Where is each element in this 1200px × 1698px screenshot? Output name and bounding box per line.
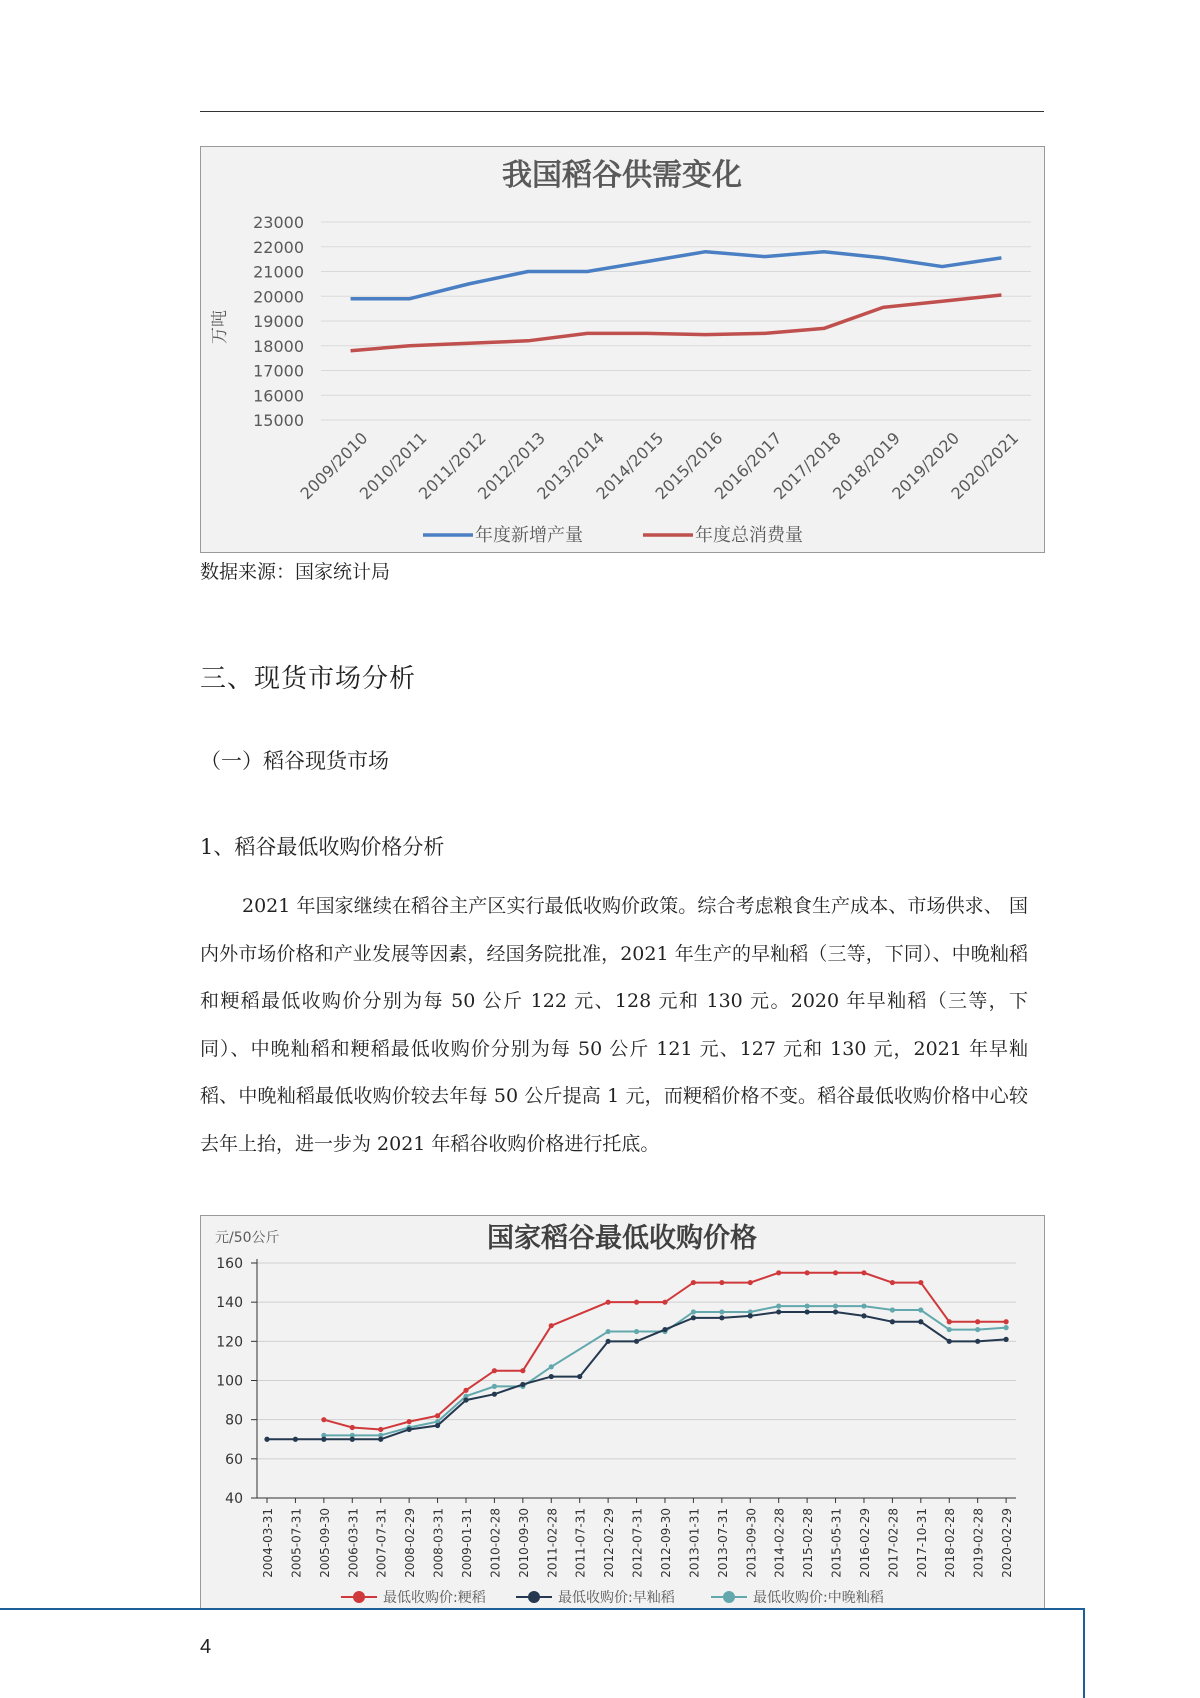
legend-label: 最低收购价:粳稻 — [383, 1590, 486, 1606]
y-tick-label: 20000 — [253, 287, 304, 307]
section-heading: 三、现货市场分析 — [200, 664, 417, 694]
y-tick-label: 120 — [216, 1334, 243, 1351]
legend-marker — [353, 1591, 365, 1603]
x-tick-label: 2010-02-28 — [488, 1508, 503, 1578]
x-tick-label: 2008-02-29 — [403, 1508, 418, 1578]
data-point — [606, 1339, 611, 1344]
data-point — [861, 1270, 866, 1275]
legend-label: 最低收购价:早籼稻 — [558, 1590, 675, 1606]
data-point — [407, 1419, 412, 1424]
data-point — [833, 1270, 838, 1275]
data-point — [890, 1280, 895, 1285]
x-tick-label: 2011-07-31 — [573, 1508, 588, 1578]
x-tick-label: 2004-03-31 — [261, 1508, 275, 1578]
y-tick-label: 100 — [216, 1373, 243, 1390]
data-point — [691, 1309, 696, 1314]
data-point — [890, 1307, 895, 1312]
data-point — [435, 1413, 440, 1418]
data-point — [1004, 1319, 1009, 1324]
data-point — [492, 1392, 497, 1397]
data-point — [748, 1313, 753, 1318]
footer-rule — [0, 1608, 1085, 1610]
min-purchase-price-chart-svg — [201, 1216, 1044, 1609]
legend-label: 最低收购价:中晚籼稻 — [753, 1590, 884, 1606]
header-rule — [200, 111, 1044, 112]
y-tick-label: 60 — [225, 1451, 243, 1468]
x-tick-label: 2020/2021 — [947, 428, 1023, 504]
x-tick-label: 2012-09-30 — [658, 1508, 673, 1578]
data-point — [634, 1300, 639, 1305]
supply-demand-chart — [200, 146, 1045, 553]
item-heading: 1、稻谷最低收购价格分析 — [200, 835, 445, 859]
x-tick-label: 2015-05-31 — [829, 1508, 844, 1578]
data-point — [918, 1280, 923, 1285]
series-line — [351, 295, 1002, 351]
data-point — [1004, 1337, 1009, 1342]
footer-rule-vertical — [1083, 1608, 1085, 1698]
data-point — [492, 1384, 497, 1389]
data-point — [350, 1425, 355, 1430]
y-tick-label: 15000 — [253, 411, 304, 430]
x-tick-label: 2013-07-31 — [715, 1508, 730, 1578]
data-point — [947, 1339, 952, 1344]
data-point — [549, 1323, 554, 1328]
data-point — [662, 1300, 667, 1305]
x-tick-label: 2011/2012 — [414, 428, 490, 504]
x-tick-label: 2012/2013 — [474, 428, 549, 504]
x-tick-label: 2015/2016 — [651, 428, 727, 504]
x-tick-label: 2006-03-31 — [346, 1508, 361, 1578]
y-axis-label: 万吨 — [210, 310, 230, 344]
data-point — [463, 1388, 468, 1393]
x-tick-label: 2011-02-28 — [545, 1508, 560, 1578]
data-point — [776, 1270, 781, 1275]
x-tick-label: 2009-01-31 — [459, 1508, 474, 1578]
series-line — [324, 1273, 1006, 1430]
x-tick-label: 2010/2011 — [355, 428, 431, 504]
data-point — [378, 1427, 383, 1432]
x-tick-label: 2012-02-29 — [602, 1508, 617, 1578]
data-point — [634, 1339, 639, 1344]
data-point — [577, 1374, 582, 1379]
subsection-heading: （一）稻谷现货市场 — [200, 749, 389, 773]
data-point — [407, 1427, 412, 1432]
min-purchase-price-chart — [200, 1215, 1045, 1609]
x-tick-label: 2017/2018 — [769, 428, 845, 504]
x-tick-label: 2009/2010 — [296, 428, 372, 504]
data-point — [719, 1280, 724, 1285]
x-tick-label: 2019-02-28 — [971, 1508, 986, 1578]
x-tick-label: 2013/2014 — [533, 428, 609, 504]
x-tick-label: 2017-02-28 — [886, 1508, 901, 1578]
data-point — [321, 1417, 326, 1422]
x-tick-label: 2005-09-30 — [317, 1508, 332, 1578]
x-tick-label: 2012-07-31 — [630, 1508, 645, 1578]
data-point — [634, 1329, 639, 1334]
y-tick-label: 21000 — [253, 262, 304, 282]
supply-demand-chart-svg — [201, 147, 1044, 552]
y-tick-label: 19000 — [253, 312, 304, 331]
data-point — [520, 1382, 525, 1387]
x-tick-label: 2016-02-29 — [857, 1508, 872, 1578]
series-line — [324, 1306, 1006, 1435]
x-tick-label: 2014/2015 — [592, 428, 668, 504]
data-point — [293, 1437, 298, 1442]
y-tick-label: 22000 — [253, 237, 304, 257]
data-point — [606, 1300, 611, 1305]
data-point — [833, 1309, 838, 1314]
data-point — [776, 1309, 781, 1314]
data-point — [975, 1339, 980, 1344]
data-point — [833, 1303, 838, 1308]
data-point — [378, 1437, 383, 1442]
x-tick-label: 2005-07-31 — [289, 1508, 304, 1578]
data-point — [748, 1280, 753, 1285]
x-tick-label: 2007-07-31 — [374, 1508, 389, 1578]
data-point — [463, 1397, 468, 1402]
x-tick-label: 2015-02-28 — [801, 1508, 816, 1578]
data-point — [776, 1303, 781, 1308]
y-tick-label: 17000 — [253, 361, 304, 381]
y-tick-label: 160 — [216, 1256, 243, 1272]
body-paragraph: 2021 年国家继续在稻谷主产区实行最低收购价政策。综合考虑粮食生产成本、市场供求、 国内外市场价格和产业发展等因素，经国务院批准，2021 年生产的早籼稻（三等，下同）、中晚籼稻和粳稻最低收购价分别为每 50 公斤 122 元、128 元和 130 元。2020 年早籼稻（三等，下同）、中晚籼稻和粳稻最低收购价分别为每 50 公斤 121 元、127 元和 130 元，2021 年早籼稻、中晚籼稻最低收购价较去年每 50 公斤提高 1 元，而粳稻价格不变。稻谷最低收购价格中心较去年上抬，进一步为 2021 年稻谷收购价格进行托底。 — [200, 895, 1028, 1155]
data-point — [1004, 1325, 1009, 1330]
legend-marker — [723, 1591, 735, 1603]
x-tick-label: 2019/2020 — [888, 428, 964, 504]
x-tick-label: 2018/2019 — [829, 428, 904, 504]
data-point — [264, 1437, 269, 1442]
x-tick-label: 2017-10-31 — [914, 1508, 929, 1578]
figure-caption: 数据来源：国家统计局 — [200, 561, 391, 583]
x-tick-label: 2014-02-28 — [772, 1508, 787, 1578]
legend-marker — [528, 1591, 540, 1603]
data-point — [918, 1307, 923, 1312]
data-point — [805, 1270, 810, 1275]
data-point — [719, 1309, 724, 1314]
data-point — [606, 1329, 611, 1334]
page-number: 4 — [200, 1636, 212, 1658]
data-point — [890, 1319, 895, 1324]
data-point — [918, 1319, 923, 1324]
series-line — [351, 252, 1002, 299]
y-tick-label: 16000 — [253, 386, 304, 406]
data-point — [975, 1319, 980, 1324]
y-axis-unit: 元/50公斤 — [215, 1230, 280, 1246]
data-point — [805, 1303, 810, 1308]
x-tick-label: 2018-02-28 — [943, 1508, 958, 1578]
y-tick-label: 40 — [225, 1491, 243, 1507]
data-point — [691, 1280, 696, 1285]
data-point — [861, 1313, 866, 1318]
data-point — [492, 1368, 497, 1373]
data-point — [975, 1327, 980, 1332]
y-tick-label: 23000 — [253, 213, 304, 232]
data-point — [549, 1364, 554, 1369]
y-tick-label: 140 — [216, 1295, 243, 1312]
data-point — [520, 1368, 525, 1373]
chart-title: 我国稻谷供需变化 — [502, 158, 742, 193]
data-point — [947, 1319, 952, 1324]
y-tick-label: 18000 — [253, 336, 304, 356]
legend-label: 年度总消费量 — [695, 525, 803, 546]
data-point — [805, 1309, 810, 1314]
data-point — [549, 1374, 554, 1379]
chart-title: 国家稻谷最低收购价格 — [487, 1223, 757, 1254]
x-tick-label: 2020-02-29 — [1000, 1508, 1015, 1578]
x-tick-label: 2010-09-30 — [516, 1508, 531, 1578]
data-point — [691, 1315, 696, 1320]
legend-label: 年度新增产量 — [475, 525, 583, 546]
y-tick-label: 80 — [225, 1412, 243, 1429]
x-tick-label: 2013-01-31 — [687, 1508, 702, 1578]
data-point — [861, 1303, 866, 1308]
x-tick-label: 2013-09-30 — [744, 1508, 759, 1578]
data-point — [947, 1327, 952, 1332]
data-point — [662, 1327, 667, 1332]
data-point — [350, 1437, 355, 1442]
data-point — [321, 1437, 326, 1442]
x-tick-label: 2016/2017 — [710, 428, 786, 504]
data-point — [435, 1423, 440, 1428]
data-point — [719, 1315, 724, 1320]
x-tick-label: 2008-03-31 — [431, 1508, 446, 1578]
